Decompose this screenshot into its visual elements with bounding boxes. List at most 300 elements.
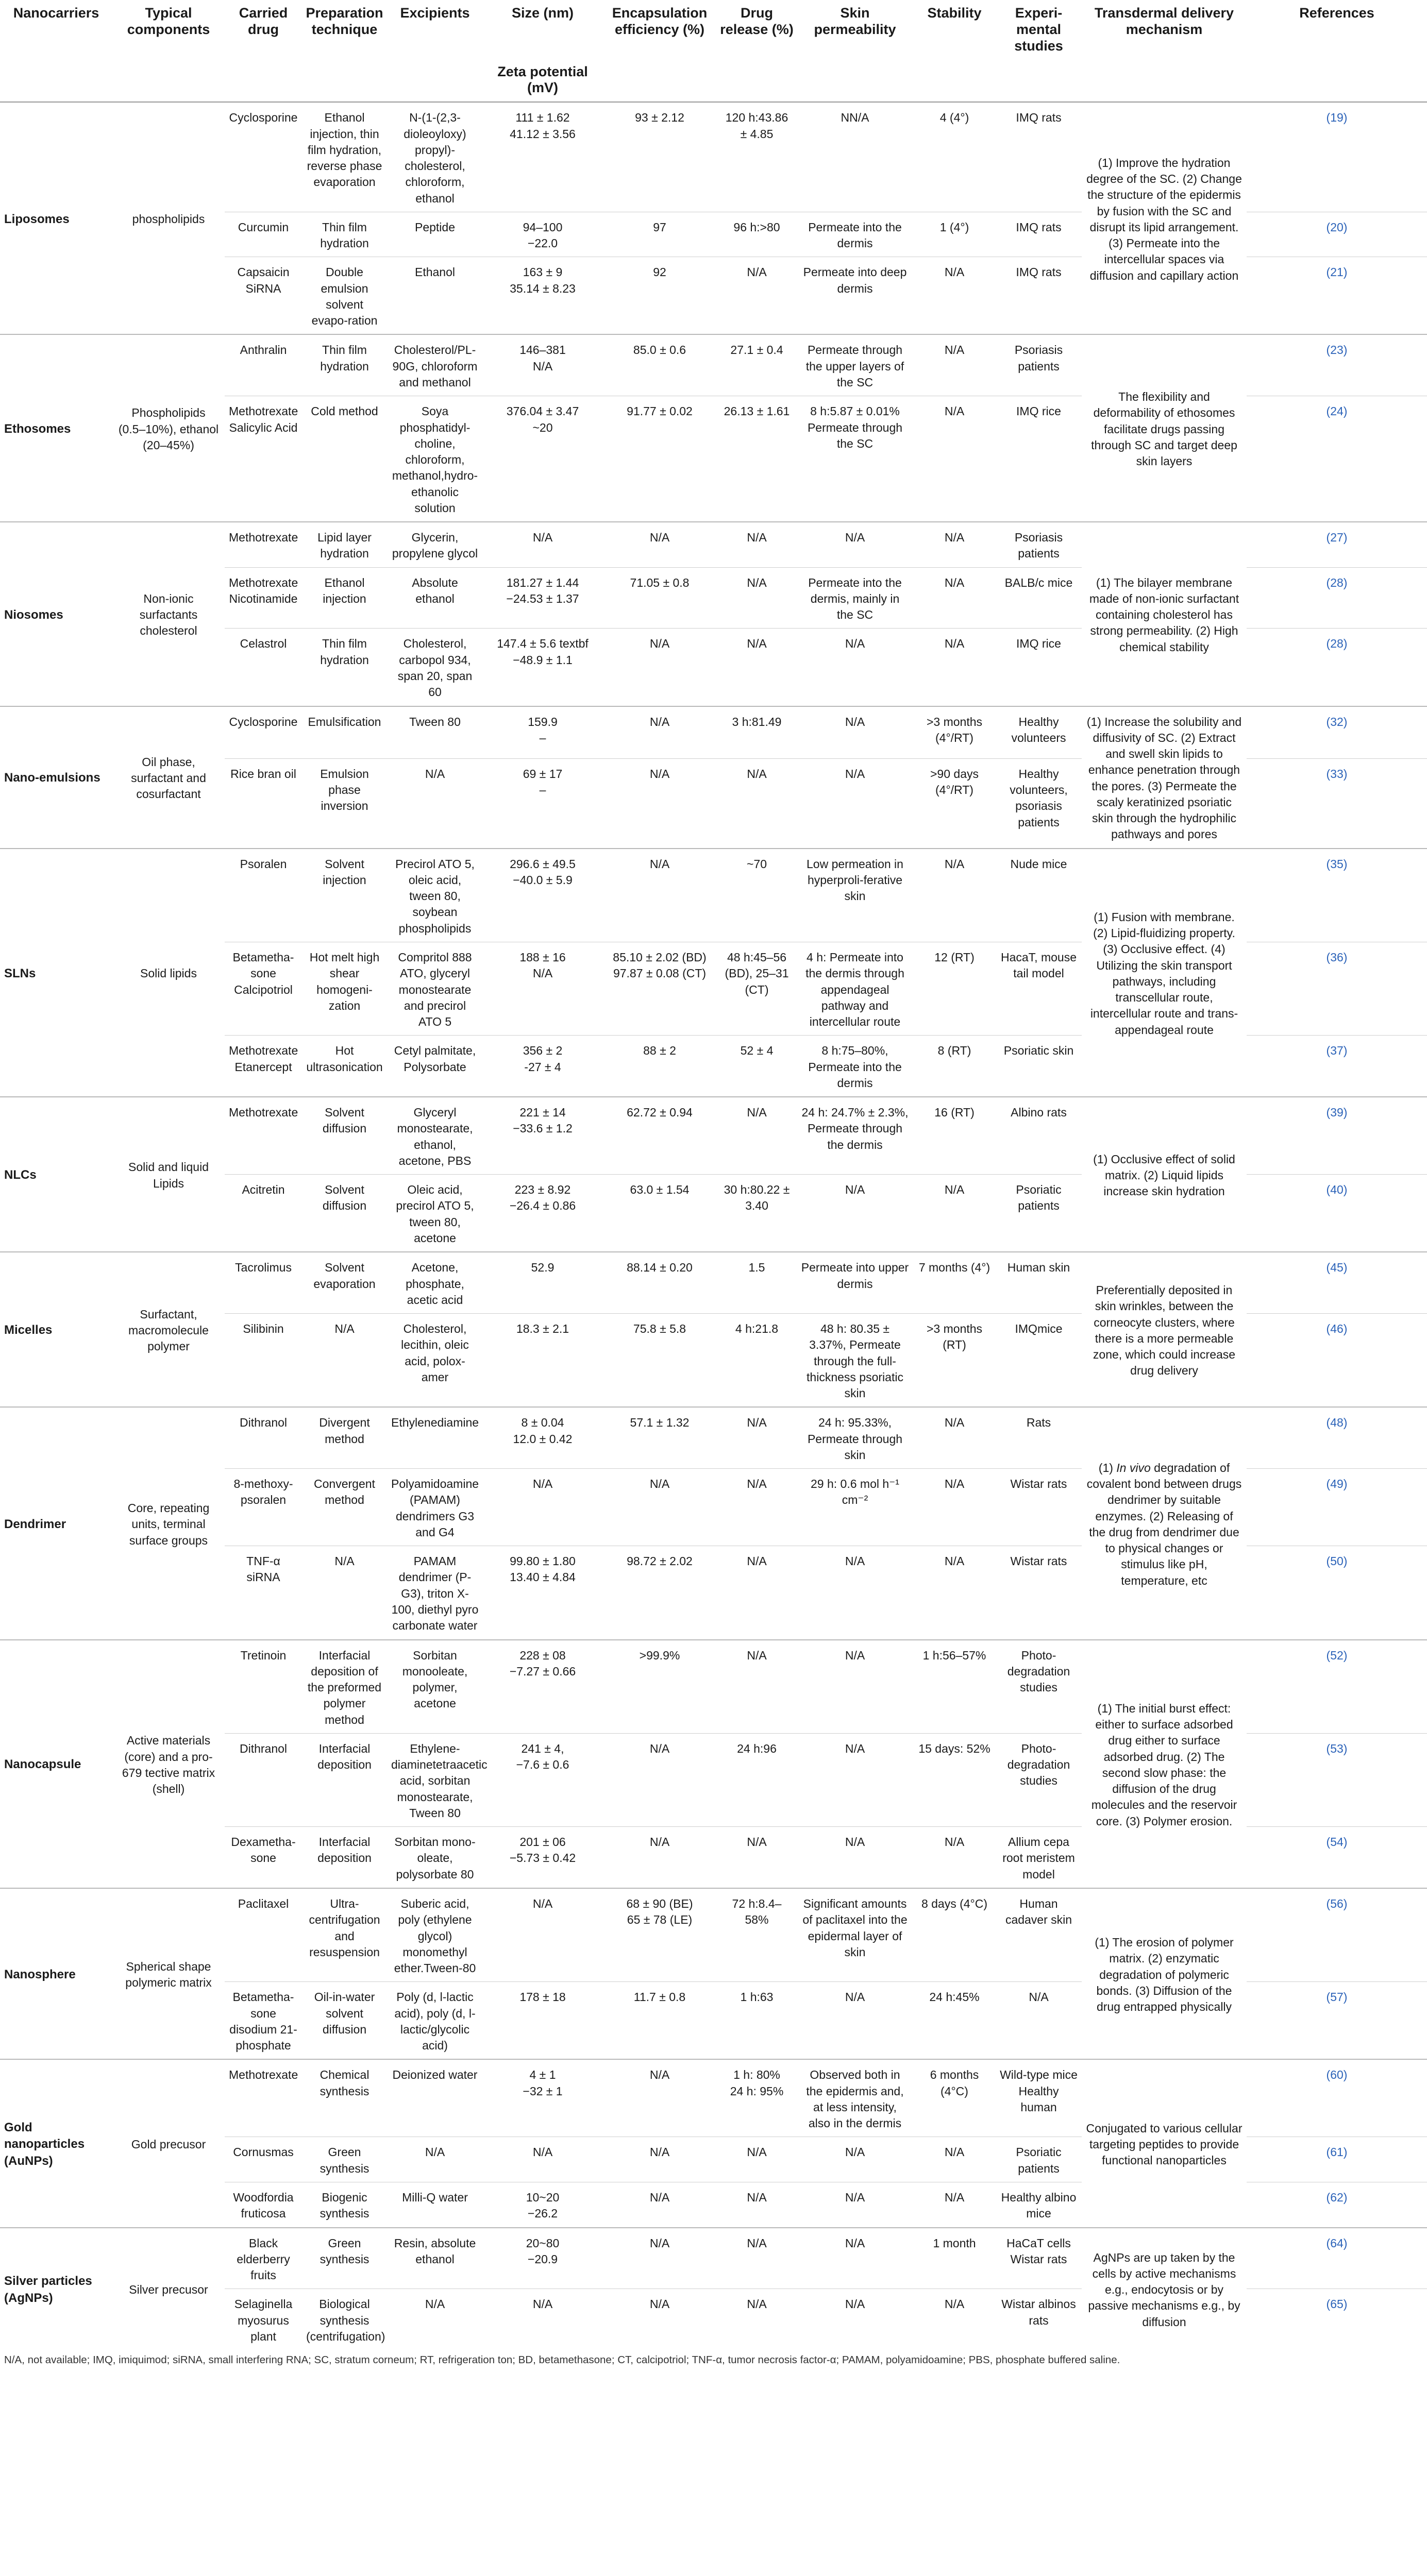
typical-components: Non-ionic surfactants cholesterol (112, 522, 225, 706)
drug-release: ~70 (717, 849, 797, 942)
carried-drug: Woodfordia fruticosa (225, 2182, 302, 2227)
preparation-technique: Oil-in-water solvent diffusion (302, 1982, 387, 2060)
preparation-technique: Emulsion phase inversion (302, 758, 387, 848)
excipients: Precirol ATO 5, oleic acid, tween 80, soybean phospholipids (387, 849, 483, 942)
table-row (0, 522, 1427, 567)
size-zeta: 8 ± 0.04 12.0 ± 0.42 (483, 1407, 602, 1468)
encapsulation-efficiency: 93 ± 2.12 (602, 102, 717, 212)
stability: 12 (RT) (913, 942, 996, 1035)
size-zeta: 228 ± 08 −7.27 ± 0.66 (483, 1640, 602, 1734)
excipients: Glyceryl monostearate, ethanol, acetone, PBS (387, 1097, 483, 1175)
size-zeta: 4 ± 1 −32 ± 1 (483, 2059, 602, 2137)
carried-drug: Silibinin (225, 1314, 302, 1408)
typical-components: Solid and liquid Lipids (112, 1097, 225, 1252)
typical-components: phospholipids (112, 102, 225, 334)
size-zeta: 69 ± 17 – (483, 758, 602, 848)
carried-drug: Betametha-sone Calcipotriol (225, 942, 302, 1035)
size-zeta: 163 ± 9 35.14 ± 8.23 (483, 257, 602, 335)
experimental-studies: IMQ rice (996, 629, 1082, 706)
nanocarrier-name: Nanosphere (0, 1888, 112, 2059)
table-row (0, 1252, 1427, 1313)
experimental-studies: Human skin (996, 1252, 1082, 1313)
carried-drug: Methotrexate Nicotinamide (225, 567, 302, 629)
excipients: N-(1-(2,3-dioleoyloxy) propyl)-cholesterol, chloroform, ethanol (387, 102, 483, 212)
drug-release: 30 h:80.22 ± 3.40 (717, 1175, 797, 1252)
stability: 15 days: 52% (913, 1733, 996, 1826)
reference-link[interactable]: (39) (1247, 1097, 1427, 1175)
reference-link[interactable]: (48) (1247, 1407, 1427, 1468)
typical-components: Oil phase, surfactant and cosurfactant (112, 706, 225, 849)
experimental-studies: Healthy albino mice (996, 2182, 1082, 2227)
header-zeta-potential: Zeta potential (mV) (483, 59, 602, 103)
carried-drug: Selaginella myosurus plant (225, 2289, 302, 2350)
excipients: Cholesterol, carbopol 934, span 20, span 60 (387, 629, 483, 706)
nanocarrier-name: Nanocapsule (0, 1640, 112, 1888)
reference-link[interactable]: (32) (1247, 706, 1427, 759)
drug-release: 1 h: 80% 24 h: 95% (717, 2059, 797, 2137)
skin-permeability: N/A (797, 1546, 913, 1640)
size-zeta: 10~20 −26.2 (483, 2182, 602, 2227)
encapsulation-efficiency: N/A (602, 522, 717, 567)
size-zeta: 18.3 ± 2.1 (483, 1314, 602, 1408)
skin-permeability: Significant amounts of paclitaxel into the epidermal layer of skin (797, 1888, 913, 1982)
preparation-technique: Solvent diffusion (302, 1175, 387, 1252)
mechanism-italic: In vivo (1116, 1461, 1151, 1475)
experimental-studies: IMQ rats (996, 102, 1082, 212)
size-zeta: N/A (483, 2137, 602, 2182)
drug-release: N/A (717, 629, 797, 706)
table-row (0, 849, 1427, 942)
reference-link[interactable]: (53) (1247, 1733, 1427, 1826)
table-row (0, 334, 1427, 396)
carried-drug: Dithranol (225, 1733, 302, 1826)
encapsulation-efficiency: 57.1 ± 1.32 (602, 1407, 717, 1468)
header-carried-drug: Carried drug (239, 5, 288, 37)
encapsulation-efficiency: 85.0 ± 0.6 (602, 334, 717, 396)
carried-drug: Curcumin (225, 212, 302, 257)
delivery-mechanism: (1) The bilayer membrane made of non-ionic surfactant containing cholesterol has strong permeability. (2) High chemical stability (1082, 522, 1247, 706)
delivery-mechanism: (1) Fusion with membrane. (2) Lipid-fluidizing property. (3) Occlusive effect. (4) Utilizing the skin transport pathways, including transcellular route, intercellular route and trans-appendageal route (1082, 849, 1247, 1097)
encapsulation-efficiency: N/A (602, 758, 717, 848)
typical-components: Core, repeating units, terminal surface groups (112, 1407, 225, 1639)
stability: N/A (913, 849, 996, 942)
size-zeta: N/A (483, 522, 602, 567)
drug-release: 26.13 ± 1.61 (717, 396, 797, 522)
encapsulation-efficiency: N/A (602, 2137, 717, 2182)
stability: 1 month (913, 2228, 996, 2289)
stability: N/A (913, 2289, 996, 2350)
preparation-technique: Ultra-centrifugation and resuspension (302, 1888, 387, 1982)
stability: N/A (913, 396, 996, 522)
size-zeta: N/A (483, 2289, 602, 2350)
carried-drug: Tacrolimus (225, 1252, 302, 1313)
excipients: Cholesterol, lecithin, oleic acid, polox-amer (387, 1314, 483, 1408)
table-row (0, 1640, 1427, 1734)
reference-link[interactable]: (36) (1247, 942, 1427, 1035)
skin-permeability: N/A (797, 629, 913, 706)
encapsulation-efficiency: 71.05 ± 0.8 (602, 567, 717, 629)
delivery-mechanism: (1) The initial burst effect: either to surface adsorbed drug either to surface adsorbed drug. (2) The second slow phase: the diffusion of the drug molecules and the reservoir core. (3) Polymer erosion. (1082, 1640, 1247, 1888)
nanocarrier-name: Nano-emulsions (0, 706, 112, 849)
nanocarrier-name: NLCs (0, 1097, 112, 1252)
skin-permeability: N/A (797, 1733, 913, 1826)
delivery-mechanism: Preferentially deposited in skin wrinkles, between the corneocyte clusters, where there is a more permeable zone, which could increase drug delivery (1082, 1252, 1247, 1407)
carried-drug: Tretinoin (225, 1640, 302, 1734)
excipients: Ethanol (387, 257, 483, 335)
header-row (0, 0, 1427, 59)
typical-components: Gold precusor (112, 2059, 225, 2227)
table-row (0, 706, 1427, 759)
reference-link[interactable]: (35) (1247, 849, 1427, 942)
size-zeta: 178 ± 18 (483, 1982, 602, 2060)
carried-drug: Methotrexate (225, 522, 302, 567)
skin-permeability: N/A (797, 2289, 913, 2350)
encapsulation-efficiency: N/A (602, 2059, 717, 2137)
preparation-technique: Double emulsion solvent evapo-ration (302, 257, 387, 335)
nanocarrier-name: Dendrimer (0, 1407, 112, 1639)
drug-release: 72 h:8.4–58% (717, 1888, 797, 1982)
header-references: References (1299, 5, 1374, 21)
drug-release: 48 h:45–56 (BD), 25–31 (CT) (717, 942, 797, 1035)
delivery-mechanism: AgNPs are up taken by the cells by active mechanisms e.g., endocytosis or by passive mechanisms e.g., by diffusion (1082, 2228, 1247, 2350)
header-skin-permeability: Skin permeability (814, 5, 896, 37)
carried-drug: Celastrol (225, 629, 302, 706)
encapsulation-efficiency: 91.77 ± 0.02 (602, 396, 717, 522)
skin-permeability: 8 h:5.87 ± 0.01% Permeate through the SC (797, 396, 913, 522)
excipients: Deionized water (387, 2059, 483, 2137)
encapsulation-efficiency: 88.14 ± 0.20 (602, 1252, 717, 1313)
nanocarrier-name: Micelles (0, 1252, 112, 1407)
reference-link[interactable]: (21) (1247, 257, 1427, 335)
nanocarrier-name: SLNs (0, 849, 112, 1097)
drug-release: 120 h:43.86 ± 4.85 (717, 102, 797, 212)
preparation-technique: Interfacial deposition (302, 1733, 387, 1826)
delivery-mechanism: Conjugated to various cellular targeting peptides to provide functional nanoparticles (1082, 2059, 1247, 2227)
excipients: Milli-Q water (387, 2182, 483, 2227)
header-encapsulation-efficiency: Encapsulation efficiency (%) (612, 5, 708, 37)
experimental-studies: Albino rats (996, 1097, 1082, 1175)
preparation-technique: Thin film hydration (302, 629, 387, 706)
delivery-mechanism: (1) Occlusive effect of solid matrix. (2) Liquid lipids increase skin hydration (1082, 1097, 1247, 1252)
encapsulation-efficiency: 92 (602, 257, 717, 335)
encapsulation-efficiency: 62.72 ± 0.94 (602, 1097, 717, 1175)
stability: N/A (913, 1469, 996, 1546)
stability: N/A (913, 2137, 996, 2182)
excipients: Acetone, phosphate, acetic acid (387, 1252, 483, 1313)
carried-drug: Cyclosporine (225, 102, 302, 212)
skin-permeability: Permeate into the dermis (797, 212, 913, 257)
reference-link[interactable]: (19) (1247, 102, 1427, 212)
header-delivery-mechanism: Transdermal delivery mechanism (1094, 5, 1234, 37)
carried-drug: Cornusmas (225, 2137, 302, 2182)
header-subrow (0, 59, 1427, 103)
experimental-studies: IMQ rats (996, 212, 1082, 257)
drug-release: 4 h:21.8 (717, 1314, 797, 1408)
excipients: Ethylene-diaminetetraacetic acid, sorbitan monostearate, Tween 80 (387, 1733, 483, 1826)
size-zeta: 147.4 ± 5.6 textbf −48.9 ± 1.1 (483, 629, 602, 706)
drug-release: N/A (717, 1469, 797, 1546)
typical-components: Phospholipids (0.5–10%), ethanol (20–45%) (112, 334, 225, 522)
encapsulation-efficiency: N/A (602, 1469, 717, 1546)
delivery-mechanism: The flexibility and deformability of ethosomes facilitate drugs passing through SC and target deep skin layers (1082, 334, 1247, 522)
encapsulation-efficiency: 75.8 ± 5.8 (602, 1314, 717, 1408)
experimental-studies: BALB/c mice (996, 567, 1082, 629)
excipients: Soya phosphatidyl-choline, chloroform, methanol,hydro-ethanolic solution (387, 396, 483, 522)
stability: >3 months (4°/RT) (913, 706, 996, 759)
reference-link[interactable]: (37) (1247, 1036, 1427, 1097)
reference-link[interactable]: (54) (1247, 1827, 1427, 1888)
reference-link[interactable]: (61) (1247, 2137, 1427, 2182)
size-zeta: 241 ± 4, −7.6 ± 0.6 (483, 1733, 602, 1826)
excipients: Compritol 888 ATO, glyceryl monostearate and precirol ATO 5 (387, 942, 483, 1035)
nanocarrier-name: Gold nanoparticles (AuNPs) (0, 2059, 112, 2227)
preparation-technique: N/A (302, 1546, 387, 1640)
reference-link[interactable]: (65) (1247, 2289, 1427, 2350)
carried-drug: Acitretin (225, 1175, 302, 1252)
encapsulation-efficiency: N/A (602, 2228, 717, 2289)
skin-permeability: Permeate into deep dermis (797, 257, 913, 335)
encapsulation-efficiency: >99.9% (602, 1640, 717, 1734)
table-row (0, 1407, 1427, 1468)
reference-link[interactable]: (52) (1247, 1640, 1427, 1734)
size-zeta: N/A (483, 1888, 602, 1982)
drug-release: 52 ± 4 (717, 1036, 797, 1097)
size-zeta: 20~80 −20.9 (483, 2228, 602, 2289)
preparation-technique: Hot ultrasonication (302, 1036, 387, 1097)
reference-link[interactable]: (56) (1247, 1888, 1427, 1982)
experimental-studies: Nude mice (996, 849, 1082, 942)
drug-release: N/A (717, 567, 797, 629)
delivery-mechanism: (1) Improve the hydration degree of the SC. (2) Change the structure of the epidermis by fusion with the SC and disrupt its lipid arrangement. (3) Permeate into the intercellular spaces via diffusion and capillary action (1082, 102, 1247, 334)
stability: N/A (913, 1407, 996, 1468)
preparation-technique: Green synthesis (302, 2137, 387, 2182)
experimental-studies: IMQmice (996, 1314, 1082, 1408)
delivery-mechanism: (1) The erosion of polymer matrix. (2) enzymatic degradation of polymeric bonds. (3) Diffusion of the drug entrapped physically (1082, 1888, 1247, 2059)
skin-permeability: N/A (797, 1827, 913, 1888)
header-preparation-technique: Preparation technique (306, 5, 383, 37)
stability: 1 (4°) (913, 212, 996, 257)
experimental-studies: Photo-degradation studies (996, 1640, 1082, 1734)
reference-link[interactable]: (24) (1247, 396, 1427, 522)
table-row (0, 1097, 1427, 1175)
stability: 7 months (4°) (913, 1252, 996, 1313)
stability: N/A (913, 567, 996, 629)
drug-release: 24 h:96 (717, 1733, 797, 1826)
nanocarrier-name: Liposomes (0, 102, 112, 334)
carried-drug: Methotrexate Salicylic Acid (225, 396, 302, 522)
preparation-technique: Ethanol injection (302, 567, 387, 629)
preparation-technique: Lipid layer hydration (302, 522, 387, 567)
excipients: Glycerin, propylene glycol (387, 522, 483, 567)
stability: N/A (913, 257, 996, 335)
mechanism-text: degradation of covalent bond between drugs dendrimer by suitable enzymes. (2) Releasing of the drug from dendrimer due to physical changes or stimulus like pH, temperature, etc (1086, 1461, 1242, 1587)
reference-link[interactable]: (40) (1247, 1175, 1427, 1252)
skin-permeability: 24 h: 95.33%, Permeate through skin (797, 1407, 913, 1468)
skin-permeability: N/A (797, 1640, 913, 1734)
reference-link[interactable]: (60) (1247, 2059, 1427, 2137)
excipients: Ethylenediamine (387, 1407, 483, 1468)
experimental-studies: Wistar albinos rats (996, 2289, 1082, 2350)
reference-link[interactable]: (57) (1247, 1982, 1427, 2060)
reference-link[interactable]: (46) (1247, 1314, 1427, 1408)
preparation-technique: Thin film hydration (302, 334, 387, 396)
skin-permeability: N/A (797, 2228, 913, 2289)
skin-permeability: Observed both in the epidermis and, at less intensity, also in the dermis (797, 2059, 913, 2137)
experimental-studies: Wistar rats (996, 1546, 1082, 1640)
size-zeta: 188 ± 16 N/A (483, 942, 602, 1035)
preparation-technique: Emulsification (302, 706, 387, 759)
excipients: Polyamidoamine (PAMAM) dendrimers G3 and G4 (387, 1469, 483, 1546)
encapsulation-efficiency: N/A (602, 629, 717, 706)
stability: N/A (913, 2182, 996, 2227)
skin-permeability: Permeate into the dermis, mainly in the SC (797, 567, 913, 629)
carried-drug: Cyclosporine (225, 706, 302, 759)
excipients: Cetyl palmitate, Polysorbate (387, 1036, 483, 1097)
skin-permeability: NN/A (797, 102, 913, 212)
experimental-studies: IMQ rats (996, 257, 1082, 335)
preparation-technique: Ethanol injection, thin film hydration, reverse phase evaporation (302, 102, 387, 212)
experimental-studies: Psoriasis patients (996, 522, 1082, 567)
excipients: Tween 80 (387, 706, 483, 759)
drug-release: N/A (717, 2182, 797, 2227)
drug-release: N/A (717, 1827, 797, 1888)
drug-release: 3 h:81.49 (717, 706, 797, 759)
reference-link[interactable]: (28) (1247, 567, 1427, 629)
stability: >90 days (4°/RT) (913, 758, 996, 848)
skin-permeability: N/A (797, 2137, 913, 2182)
reference-link[interactable]: (23) (1247, 334, 1427, 396)
skin-permeability: 24 h: 24.7% ± 2.3%, Permeate through the dermis (797, 1097, 913, 1175)
experimental-studies: HaCaT cells Wistar rats (996, 2228, 1082, 2289)
size-zeta: 201 ± 06 −5.73 ± 0.42 (483, 1827, 602, 1888)
reference-link[interactable]: (50) (1247, 1546, 1427, 1640)
size-zeta: 376.04 ± 3.47 ~20 (483, 396, 602, 522)
skin-permeability: N/A (797, 2182, 913, 2227)
encapsulation-efficiency: 68 ± 90 (BE) 65 ± 78 (LE) (602, 1888, 717, 1982)
drug-release: 1 h:63 (717, 1982, 797, 2060)
drug-release: N/A (717, 522, 797, 567)
header-excipients: Excipients (400, 5, 470, 21)
preparation-technique: Solvent injection (302, 849, 387, 942)
stability: >3 months (RT) (913, 1314, 996, 1408)
stability: 8 (RT) (913, 1036, 996, 1097)
excipients: N/A (387, 2289, 483, 2350)
experimental-studies: Wistar rats (996, 1469, 1082, 1546)
experimental-studies: Psoriatic skin (996, 1036, 1082, 1097)
preparation-technique: Divergent method (302, 1407, 387, 1468)
stability: 1 h:56–57% (913, 1640, 996, 1734)
experimental-studies: Psoriatic patients (996, 2137, 1082, 2182)
table-row (0, 1888, 1427, 1982)
header-nanocarriers: Nanocarriers (13, 5, 99, 21)
experimental-studies: Psoriatic patients (996, 1175, 1082, 1252)
header-size-label: Size (nm) (511, 5, 574, 21)
drug-release: N/A (717, 1546, 797, 1640)
header-size (483, 0, 602, 59)
excipients: N/A (387, 758, 483, 848)
table-row (0, 102, 1427, 212)
carried-drug: TNF-α siRNA (225, 1546, 302, 1640)
excipients: Cholesterol/PL-90G, chloroform and methanol (387, 334, 483, 396)
carried-drug: Betametha-sone disodium 21-phosphate (225, 1982, 302, 2060)
skin-permeability: N/A (797, 1982, 913, 2060)
encapsulation-efficiency: 98.72 ± 2.02 (602, 1546, 717, 1640)
size-zeta: 99.80 ± 1.80 13.40 ± 4.84 (483, 1546, 602, 1640)
stability: 4 (4°) (913, 102, 996, 212)
encapsulation-efficiency: 85.10 ± 2.02 (BD) 97.87 ± 0.08 (CT) (602, 942, 717, 1035)
header-typical-components: Typical components (127, 5, 210, 37)
encapsulation-efficiency: 63.0 ± 1.54 (602, 1175, 717, 1252)
size-zeta: 356 ± 2 -27 ± 4 (483, 1036, 602, 1097)
carried-drug: Methotrexate Etanercept (225, 1036, 302, 1097)
encapsulation-efficiency: 97 (602, 212, 717, 257)
skin-permeability: N/A (797, 758, 913, 848)
preparation-technique: Hot melt high shear homogeni-zation (302, 942, 387, 1035)
experimental-studies: Rats (996, 1407, 1082, 1468)
reference-link[interactable]: (20) (1247, 212, 1427, 257)
excipients: N/A (387, 2137, 483, 2182)
excipients: Suberic acid, poly (ethylene glycol) monomethyl ether.Tween-80 (387, 1888, 483, 1982)
carried-drug: Rice bran oil (225, 758, 302, 848)
carried-drug: Dexametha-sone (225, 1827, 302, 1888)
encapsulation-efficiency: N/A (602, 706, 717, 759)
reference-link[interactable]: (33) (1247, 758, 1427, 848)
reference-link[interactable]: (62) (1247, 2182, 1427, 2227)
preparation-technique: Solvent diffusion (302, 1097, 387, 1175)
typical-components: Active materials (core) and a pro-679 tective matrix (shell) (112, 1640, 225, 1888)
experimental-studies: Photo-degradation studies (996, 1733, 1082, 1826)
encapsulation-efficiency: N/A (602, 1733, 717, 1826)
skin-permeability: 29 h: 0.6 mol h⁻¹ cm⁻² (797, 1469, 913, 1546)
skin-permeability: N/A (797, 522, 913, 567)
nanocarrier-name: Ethosomes (0, 334, 112, 522)
table-row (0, 2059, 1427, 2137)
preparation-technique: Green synthesis (302, 2228, 387, 2289)
stability: 24 h:45% (913, 1982, 996, 2060)
reference-link[interactable]: (28) (1247, 629, 1427, 706)
reference-link[interactable]: (45) (1247, 1252, 1427, 1313)
size-zeta: 146–381 N/A (483, 334, 602, 396)
stability: N/A (913, 1175, 996, 1252)
reference-link[interactable]: (27) (1247, 522, 1427, 567)
typical-components: Spherical shape polymeric matrix (112, 1888, 225, 2059)
typical-components: Surfactant, macromolecule polymer (112, 1252, 225, 1407)
mechanism-prefix: (1) (1098, 1461, 1117, 1475)
reference-link[interactable]: (64) (1247, 2228, 1427, 2289)
reference-link[interactable]: (49) (1247, 1469, 1427, 1546)
header-experimental-studies: Experi-mental studies (1014, 5, 1063, 54)
drug-release: N/A (717, 1097, 797, 1175)
carried-drug: Black elderberry fruits (225, 2228, 302, 2289)
typical-components: Solid lipids (112, 849, 225, 1097)
table-footnote: N/A, not available; IMQ, imiquimod; siRNA, small interfering RNA; SC, stratum corneum; RT, refrigeration ton; BD, betamethasone; CT, calcipotriol; TNF-α, tumor necrosis factor-α; PAMAM, polyamidoamine; PBS, phosphate buffered saline. (4, 2354, 1120, 2366)
preparation-technique: Thin film hydration (302, 212, 387, 257)
carried-drug: Capsaicin SiRNA (225, 257, 302, 335)
size-zeta: 181.27 ± 1.44 −24.53 ± 1.37 (483, 567, 602, 629)
excipients: Resin, absolute ethanol (387, 2228, 483, 2289)
drug-release: 96 h:>80 (717, 212, 797, 257)
excipients: Absolute ethanol (387, 567, 483, 629)
experimental-studies: Healthy volunteers (996, 706, 1082, 759)
stability: N/A (913, 1546, 996, 1640)
drug-release: 1.5 (717, 1252, 797, 1313)
skin-permeability: Low permeation in hyperproli-ferative skin (797, 849, 913, 942)
drug-release: N/A (717, 257, 797, 335)
typical-components: Silver precusor (112, 2228, 225, 2350)
experimental-studies: Human cadaver skin (996, 1888, 1082, 1982)
drug-release: 27.1 ± 0.4 (717, 334, 797, 396)
skin-permeability: Permeate into upper dermis (797, 1252, 913, 1313)
